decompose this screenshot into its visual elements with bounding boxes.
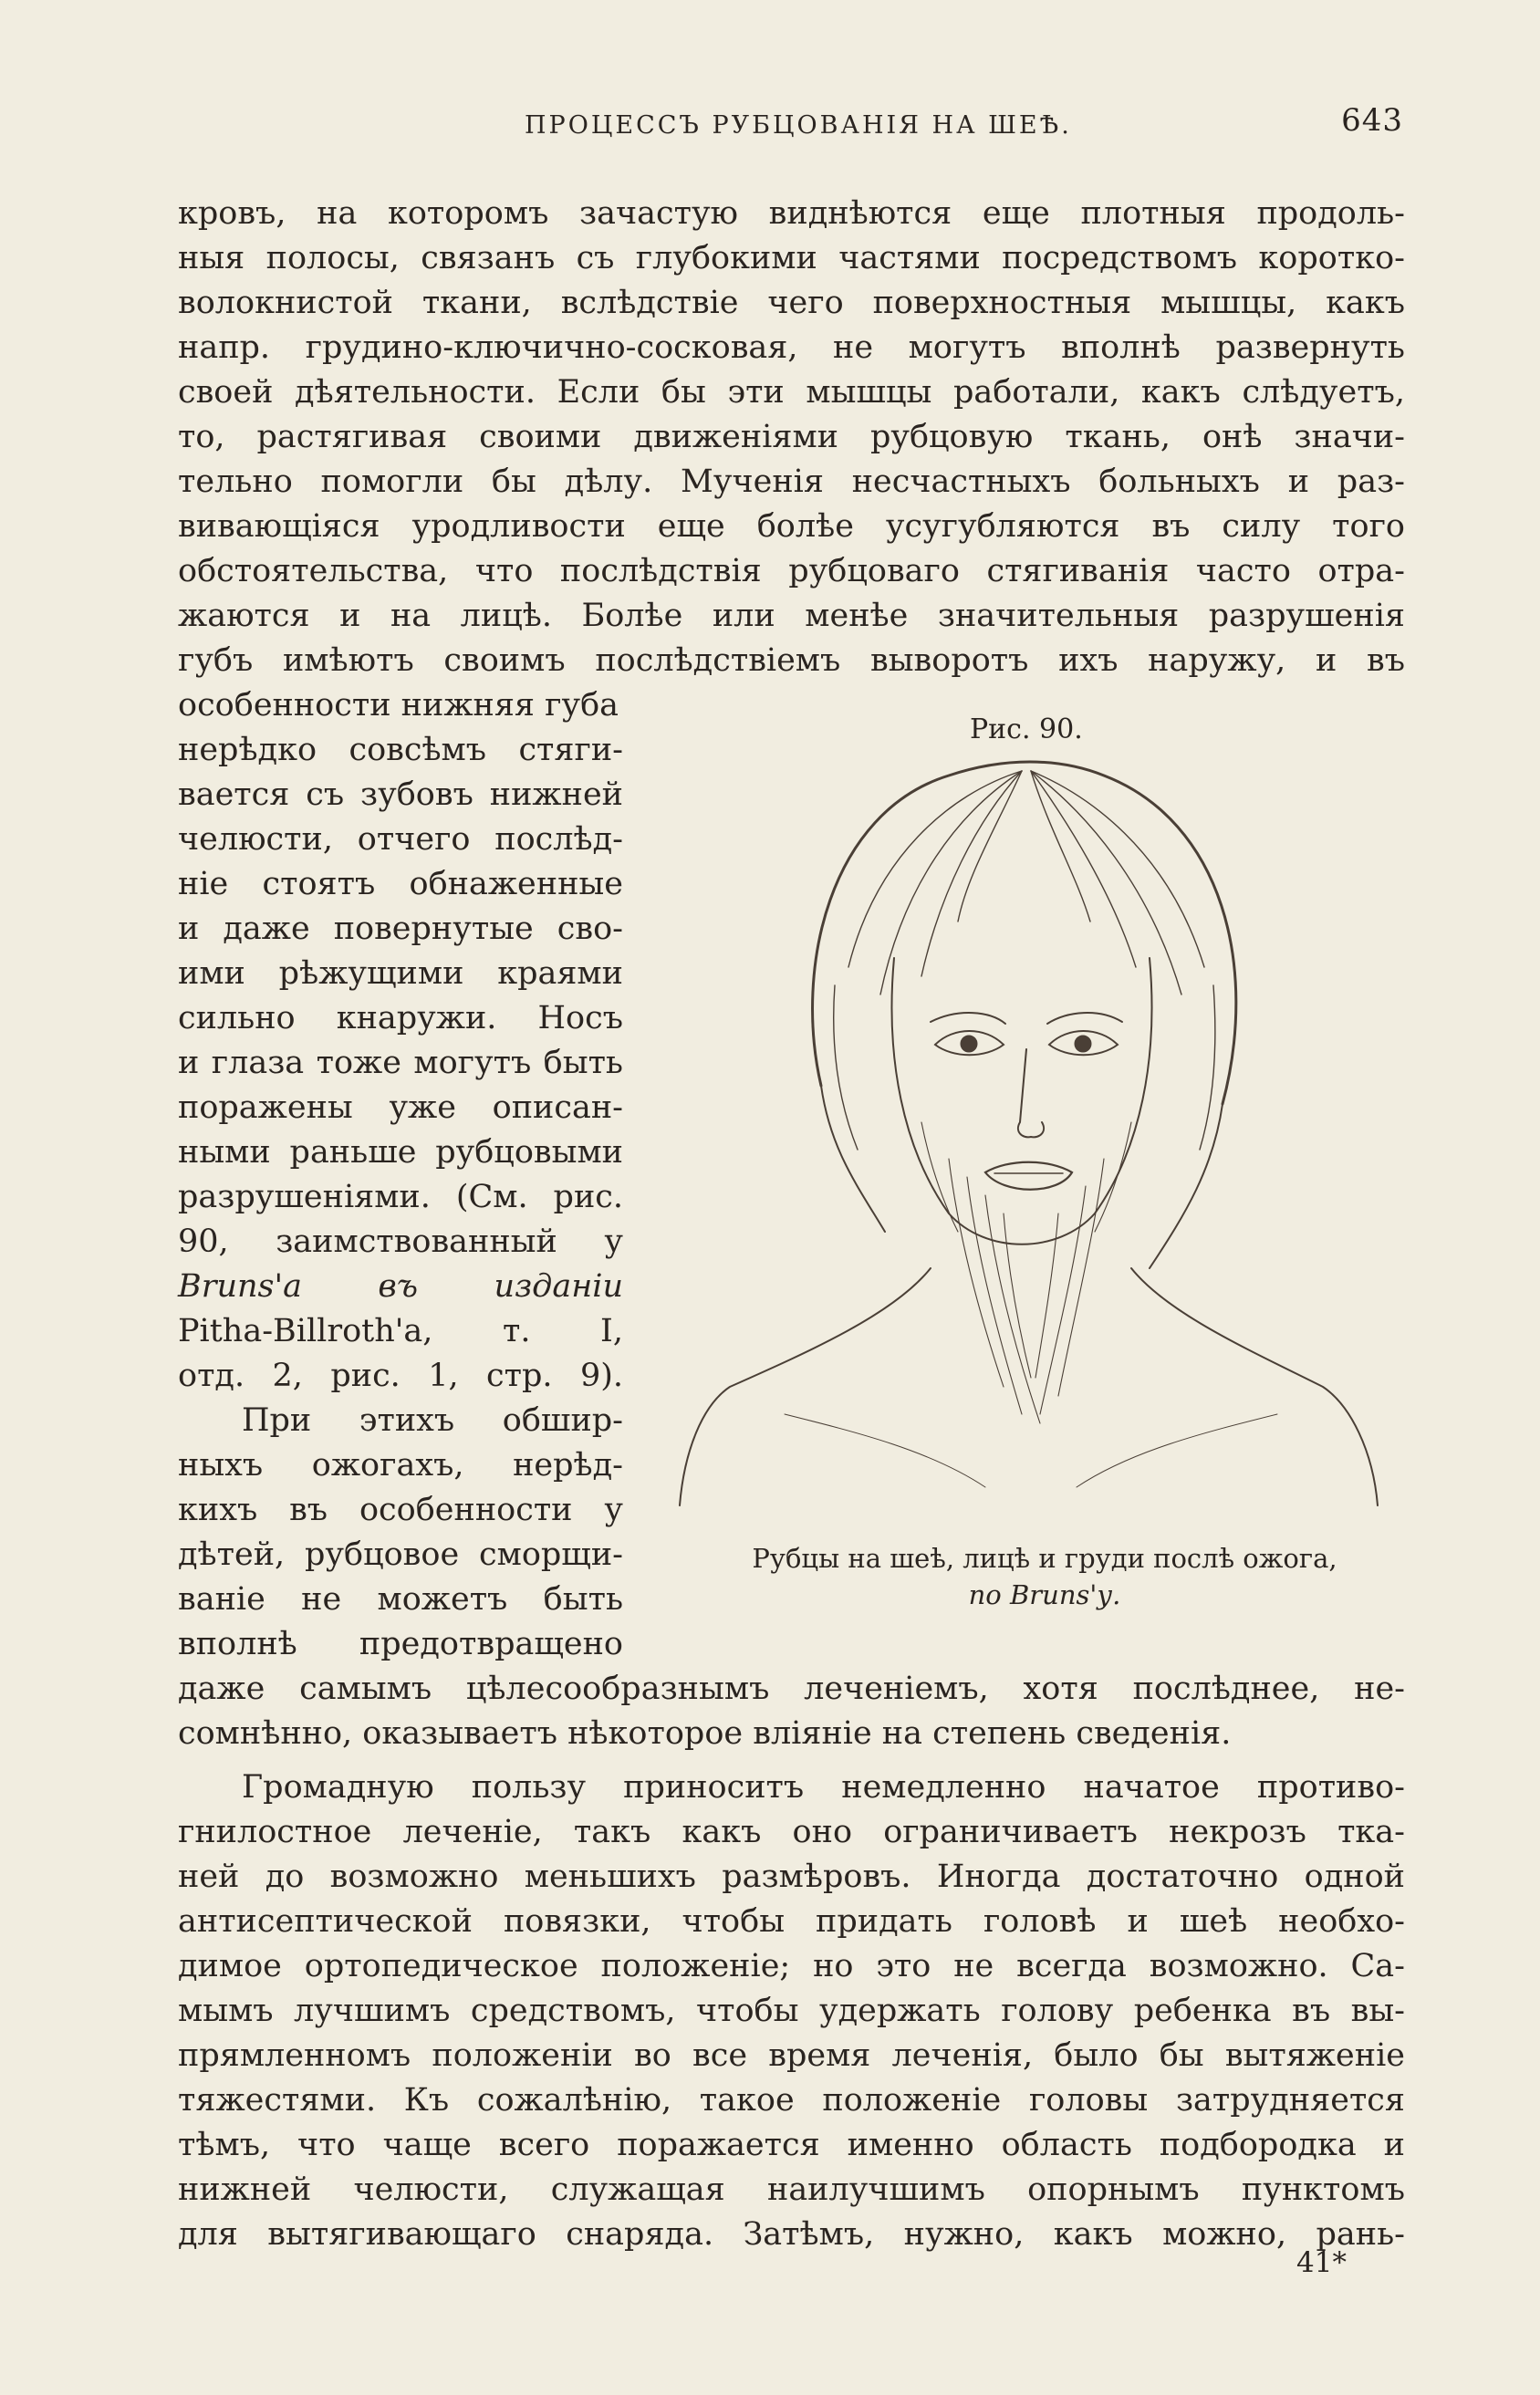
caption-line: по Bruns'у. (968, 1579, 1121, 1610)
text-line: ніе стоятъ обнаженные (178, 866, 623, 902)
text-line: прямленномъ положеніи во все время леченія, было бы вытяженіе (178, 2037, 1405, 2074)
text-line: кихъ въ особенности у (178, 1492, 623, 1528)
text-line: волокнистой ткани, вслѣдствіе чего поверхностныя мышцы, какъ (178, 285, 1405, 321)
text-line: для вытягивающаго снаряда. Затѣмъ, нужно, какъ можно, рань- (178, 2216, 1405, 2253)
text-line: ныхъ ожогахъ, нерѣд- (178, 1447, 623, 1484)
text-line: ваніе не можетъ быть (178, 1581, 623, 1618)
text-line: тяжестями. Къ сожалѣнію, такое положеніе головы затрудняется (178, 2082, 1405, 2119)
text-line: особенности нижняя губа (178, 687, 619, 724)
text-line: вполнѣ предотвращено (178, 1626, 623, 1662)
text-line: антисептической повязки, чтобы придать головѣ и шеѣ необхо- (178, 1903, 1405, 1940)
text-line: и даже повернутые сво- (178, 911, 623, 947)
text-line: разрушеніями. (См. рис. (178, 1179, 623, 1215)
text-line: поражены уже описан- (178, 1089, 623, 1126)
page-header (525, 102, 1403, 148)
caption-line: Рубцы на шеѣ, лицѣ и груди послѣ ожога, (752, 1543, 1337, 1574)
text-line: напр. грудино-ключично-сосковая, не могутъ вполнѣ развернуть (178, 329, 1405, 366)
text-line: дѣтей, рубцовое сморщи- (178, 1536, 623, 1573)
text-line: Громадную пользу приноситъ немедленно начатое противо- (242, 1769, 1405, 1806)
text-line: ней до возможно меньшихъ размѣровъ. Иногда достаточно одной (178, 1859, 1405, 1895)
text-line: жаются и на лицѣ. Болѣе или менѣе значительныя разрушенія (178, 598, 1405, 634)
text-line: Pitha-Billroth'a, т. I, (178, 1313, 623, 1349)
text-line: ныя полосы, связанъ съ глубокими частями посредствомъ коротко- (178, 240, 1405, 276)
text-line: нижней челюсти, служащая наилучшимъ опорнымъ пунктомъ (178, 2171, 1405, 2208)
text-line: кровъ, на которомъ зачастую виднѣются еще плотныя продоль- (178, 195, 1405, 232)
text-line: нерѣдко совсѣмъ стяги- (178, 732, 623, 768)
text-line: При этихъ обшир- (242, 1402, 623, 1439)
text-line: гнилостное леченіе, такъ какъ оно ограничиваетъ некрозъ тка- (178, 1814, 1405, 1850)
signature-mark: 41* (1296, 2246, 1347, 2279)
text-line: своей дѣятельности. Если бы эти мышцы работали, какъ слѣдуетъ, (178, 374, 1405, 411)
text-line: даже самымъ цѣлесообразнымъ леченіемъ, хотя послѣднее, не- (178, 1671, 1405, 1707)
figure-illustration (675, 757, 1387, 1533)
text-line: обстоятельства, что послѣдствія рубцоваго стягиванія часто отра- (178, 553, 1405, 589)
text-line: челюсти, отчего послѣд- (178, 821, 623, 858)
text-line: тѣмъ, что чаще всего поражается именно область подбородка и (178, 2127, 1405, 2163)
text-line: ными раньше рубцовыми (178, 1134, 623, 1171)
text-line: 90, заимствованный у (178, 1224, 623, 1260)
text-line: мымъ лучшимъ средствомъ, чтобы удержать голову ребенка въ вы- (178, 1993, 1405, 2029)
text-line: сомнѣнно, оказываетъ нѣкоторое вліяніе на степень сведенія. (178, 1715, 1232, 1752)
text-line: вается съ зубовъ нижней (178, 776, 623, 813)
text-line: сильно кнаружи. Носъ (178, 1000, 623, 1036)
figure-caption (671, 1540, 1419, 1613)
text-line: то, растягивая своими движеніями рубцовую ткань, онѣ значи- (178, 419, 1405, 455)
text-line: димое ортопедическое положеніе; но это не всегда возможно. Са- (178, 1948, 1405, 1984)
text-line: и глаза тоже могутъ быть (178, 1045, 623, 1081)
figure-label: Рис. 90. (970, 713, 1083, 745)
text-line: тельно помогли бы дѣлу. Мученія несчастныхъ больныхъ и раз- (178, 463, 1405, 500)
text-line: ими рѣжущими краями (178, 955, 623, 992)
portrait-engraving-icon (675, 757, 1387, 1533)
running-title: ПРОЦЕССЪ РУБЦОВАНІЯ НА ШЕѢ. (525, 111, 1072, 140)
text-line: отд. 2, рис. 1, стр. 9). (178, 1358, 623, 1394)
text-line: вивающіяся уродливости еще болѣе усугубляются въ силу того (178, 508, 1405, 545)
text-line: губъ имѣютъ своимъ послѣдствіемъ выворотъ ихъ наружу, и въ (178, 642, 1405, 679)
page-number: 643 (1341, 102, 1403, 139)
text-line: Bruns'a въ изданіи (178, 1268, 623, 1305)
